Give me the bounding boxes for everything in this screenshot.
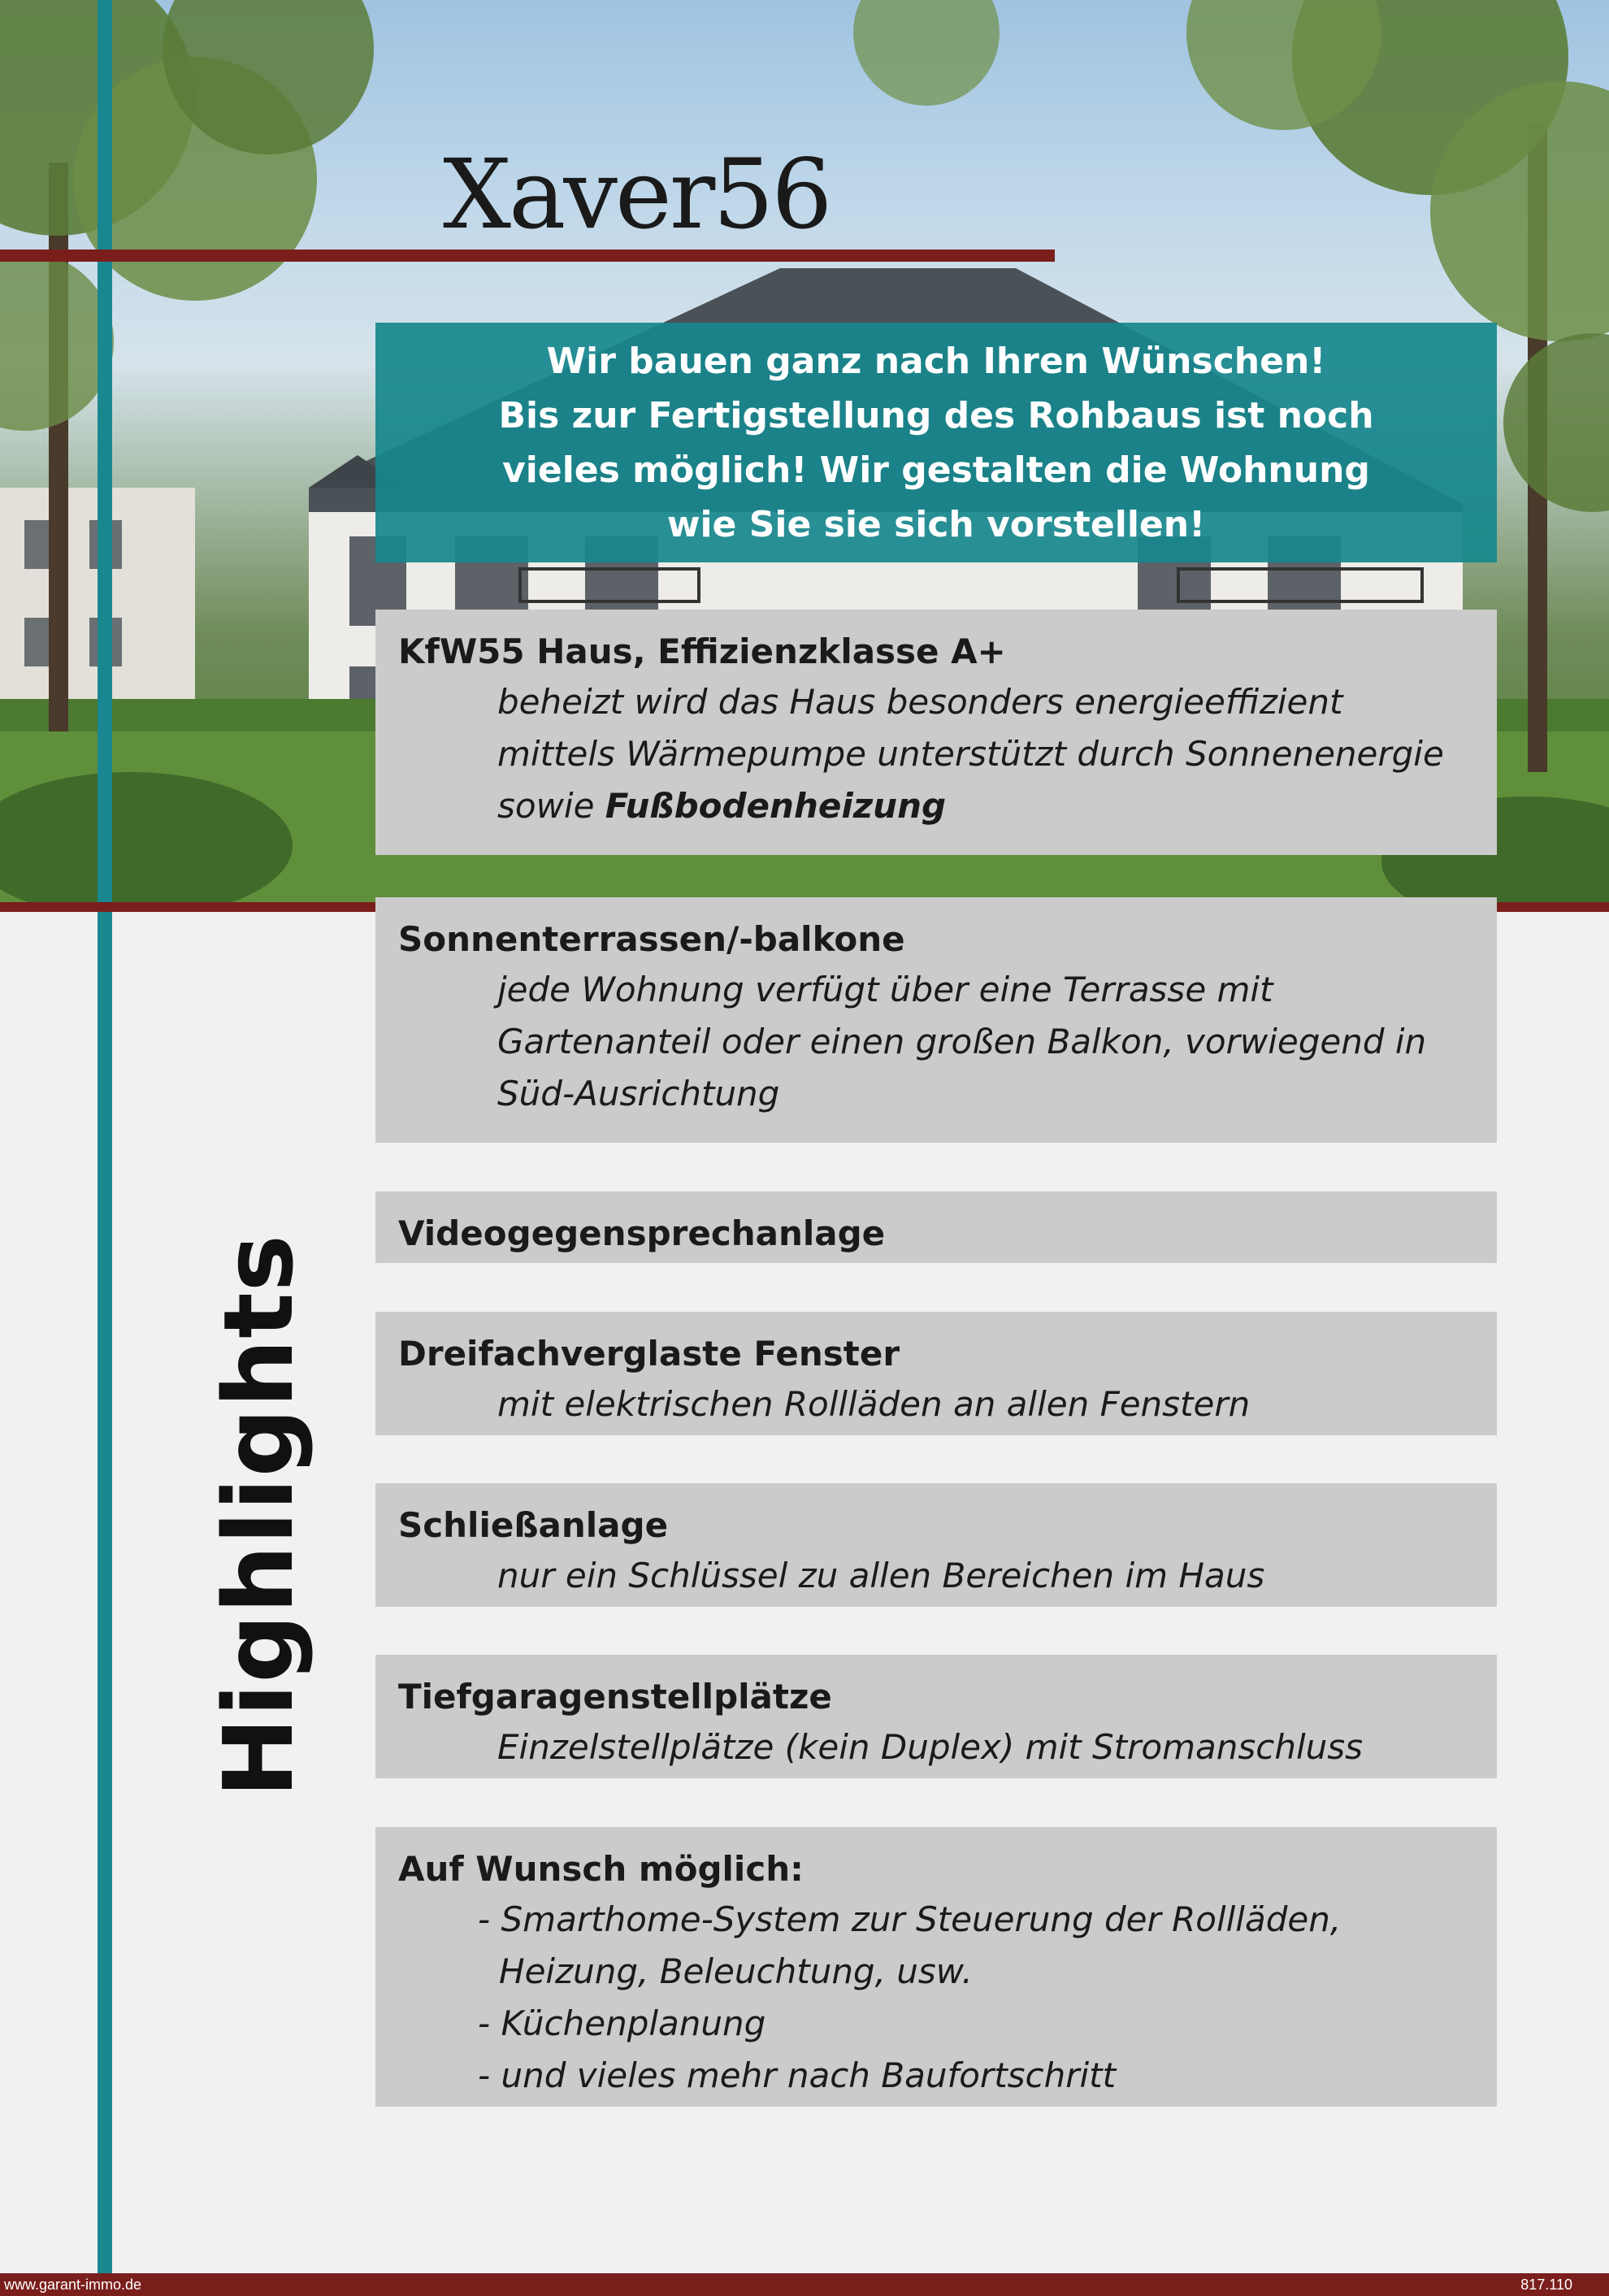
feature-line: mit elektrischen Rollläden an allen Fenstern (497, 1384, 1251, 1424)
feature-fenster (375, 1312, 1497, 1435)
feature-line: Gartenanteil oder einen großen Balkon, vorwiegend in (497, 1022, 1427, 1061)
feature-line: Einzelstellplätze (kein Duplex) mit Stromanschluss (497, 1727, 1363, 1767)
feature-line-text: sowie (497, 786, 595, 826)
feature-line: beheizt wird das Haus besonders energieeffizient (497, 682, 1343, 722)
list-item: Heizung, Beleuchtung, usw. (499, 1951, 973, 1991)
feature-line: nur ein Schlüssel zu allen Bereichen im Haus (497, 1556, 1265, 1595)
feature-heading: Videogegensprechanlage (398, 1213, 886, 1253)
feature-heading: Auf Wunsch möglich: (398, 1849, 804, 1889)
feature-kfw55 (375, 610, 1497, 855)
list-item: - und vieles mehr nach Baufortschritt (478, 2055, 1117, 2095)
feature-line (398, 780, 1497, 832)
feature-tiefgarage (375, 1655, 1497, 1778)
feature-line: mittels Wärmepumpe unterstützt durch Sonnenenergie (497, 734, 1444, 774)
intro-line: Bis zur Fertigstellung des Rohbaus ist noch (498, 394, 1374, 436)
feature-sonnenterrassen (375, 897, 1497, 1143)
feature-schliessanlage (375, 1483, 1497, 1607)
feature-emphasis: Fußbodenheizung (605, 786, 947, 826)
intro-line: vieles möglich! Wir gestalten die Wohnung (502, 449, 1370, 491)
feature-line: Süd-Ausrichtung (497, 1074, 780, 1113)
feature-line: jede Wohnung verfügt über eine Terrasse mit (497, 970, 1273, 1009)
intro-banner (375, 323, 1497, 562)
feature-heading: Schließanlage (398, 1505, 669, 1545)
feature-heading: Dreifachverglaste Fenster (398, 1334, 900, 1374)
feature-heading: Tiefgaragenstellplätze (398, 1677, 832, 1717)
footer-website: www.garant-immo.de (4, 2276, 142, 2293)
feature-heading: Sonnenterrassen/-balkone (398, 919, 905, 959)
list-item: - Smarthome-System zur Steuerung der Rollläden, (478, 1899, 1342, 1939)
side-title: Highlights (202, 1234, 314, 1798)
feature-auf-wunsch (375, 1827, 1497, 2107)
feature-videogegensprechanlage (375, 1191, 1497, 1263)
title-underline (0, 250, 1055, 262)
list-item: - Küchenplanung (478, 2003, 766, 2043)
project-title: Xaver56 (443, 138, 831, 250)
intro-line: wie Sie sie sich vorstellen! (666, 503, 1206, 545)
footer-bar (0, 2273, 1609, 2296)
footer-code: 817.110 (1520, 2276, 1572, 2293)
vertical-accent-line (98, 0, 112, 2296)
feature-heading: KfW55 Haus, Effizienzklasse A+ (398, 632, 1006, 671)
intro-line: Wir bauen ganz nach Ihren Wünschen! (546, 340, 1326, 382)
